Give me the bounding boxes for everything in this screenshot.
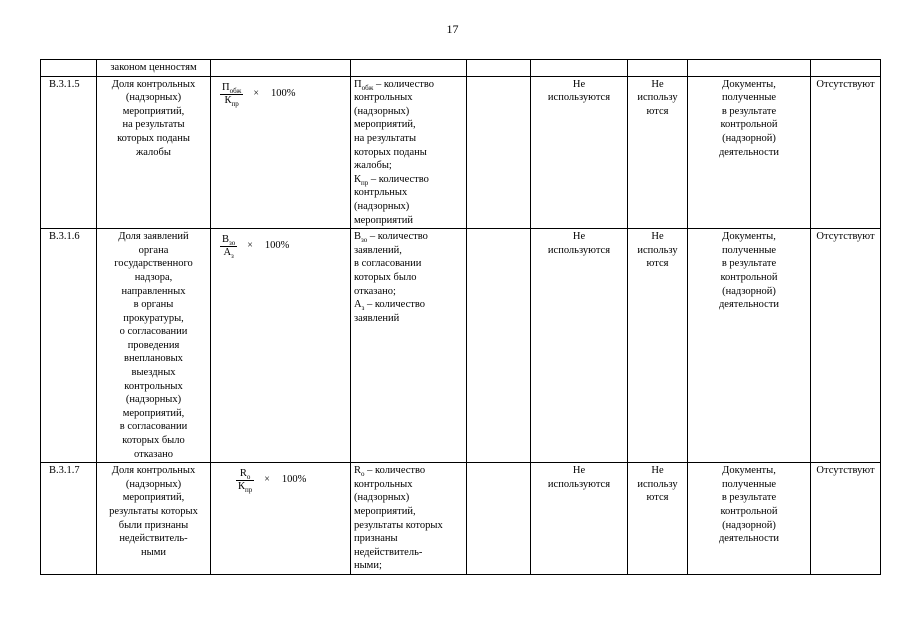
legend-text: – количество контрольных (надзорных) мероприятий, результаты которых признаны недействитель- ными; xyxy=(354,465,443,572)
source-documents: Документы, полученные в результате контрольной (надзорной) деятельности xyxy=(688,229,811,463)
legend-entry xyxy=(354,230,463,298)
formula-fraction xyxy=(236,468,254,493)
denominator-subscript: пр xyxy=(245,486,253,495)
absence-cell: Отсутствуют xyxy=(811,463,881,575)
empty-cell xyxy=(467,76,531,229)
legend-subscript: пр xyxy=(361,178,369,187)
status-cell-narrow: Не использу ются xyxy=(628,76,688,229)
indicator-name: Доля контрольных (надзорных) мероприятий, результаты которых были признаны недействитель- ными xyxy=(97,463,211,575)
formula-legend xyxy=(351,76,467,229)
formula-cell xyxy=(211,229,351,463)
table-row xyxy=(41,76,881,229)
source-documents: Документы, полученные в результате контрольной (надзорной) деятельности xyxy=(688,463,811,575)
status-cell-narrow: Не использу ются xyxy=(628,463,688,575)
numerator-subscript: обж xyxy=(229,86,242,95)
formula-cell xyxy=(211,76,351,229)
indicator-name: Доля контрольных (надзорных) мероприятий, на результаты которых поданы жалобы xyxy=(97,76,211,229)
legend-entry xyxy=(354,464,463,573)
legend-text: – количество контрольных (надзорных) мероприятий, на результаты которых поданы жалобы; xyxy=(354,78,434,172)
numerator-symbol: В xyxy=(222,234,230,246)
percent-factor: 100% xyxy=(281,474,307,486)
denominator-symbol: А xyxy=(223,247,232,259)
legend-text: – количество контрльных (надзорных) мероприятий xyxy=(354,173,429,226)
indicator-table xyxy=(40,59,881,575)
status-cell: Не используются xyxy=(531,76,628,229)
numerator-subscript: зо xyxy=(229,239,236,248)
empty-cell xyxy=(467,229,531,463)
absence-cell: Отсутствуют xyxy=(811,76,881,229)
legend-symbol: П xyxy=(354,78,362,90)
formula-legend xyxy=(351,229,467,463)
formula-legend xyxy=(351,463,467,575)
formula-cell xyxy=(211,463,351,575)
numerator-subscript: о xyxy=(246,473,251,482)
indicator-name: Доля заявлений органа государственного надзора, направленных в органы прокуратуры, о согласовании проведения внеплановых выездных контрольных (надзорных) мероприятий, в согласовании которых было отказано xyxy=(97,229,211,463)
status-cell: Не используются xyxy=(531,463,628,575)
denominator-symbol: К xyxy=(238,481,246,493)
formula-denominator xyxy=(236,481,254,493)
formula-fraction xyxy=(220,234,237,259)
legend-subscript: о xyxy=(361,470,365,479)
formula xyxy=(214,78,347,110)
multiply-sign: × xyxy=(247,240,253,252)
legend-symbol: R xyxy=(354,465,362,477)
indicator-code: В.3.1.5 xyxy=(41,76,97,229)
numerator-symbol: R xyxy=(239,468,247,480)
status-cell-narrow: Не использу ются xyxy=(628,229,688,463)
formula-numerator xyxy=(220,234,237,247)
formula-denominator xyxy=(220,95,243,107)
legend-symbol: В xyxy=(354,231,362,243)
table-row xyxy=(41,229,881,463)
indicator-cell: законом ценностям xyxy=(97,60,211,77)
legend-subscript: обж xyxy=(361,83,374,92)
table-row xyxy=(41,463,881,575)
percent-factor: 100% xyxy=(264,240,290,252)
absence-cell: Отсутствуют xyxy=(811,229,881,463)
legend-entry xyxy=(354,298,463,325)
percent-factor: 100% xyxy=(270,87,296,99)
legend-symbol: А xyxy=(354,299,362,311)
status-cell: Не используются xyxy=(531,229,628,463)
legend-entry xyxy=(354,173,463,227)
multiply-sign: × xyxy=(264,474,270,486)
denominator-subscript: з xyxy=(231,252,234,261)
source-documents: Документы, полученные в результате контрольной (надзорной) деятельности xyxy=(688,76,811,229)
page-number: 17 xyxy=(446,22,459,36)
empty-cell xyxy=(467,463,531,575)
legend-subscript: з xyxy=(361,304,365,313)
indicator-code: В.3.1.7 xyxy=(41,463,97,575)
formula-denominator xyxy=(220,247,237,259)
legend-text: – количество заявлений, в согласовании которых было отказано; xyxy=(354,231,428,297)
legend-symbol: К xyxy=(354,173,362,185)
legend-text: – количество заявлений xyxy=(354,299,425,324)
denominator-subscript: пр xyxy=(231,99,239,108)
indicator-code: В.3.1.6 xyxy=(41,229,97,463)
formula xyxy=(214,230,347,262)
formula-fraction xyxy=(220,82,243,107)
formula-numerator xyxy=(236,468,254,481)
denominator-symbol: К xyxy=(224,94,232,106)
table-row-carry-over xyxy=(41,60,881,77)
formula xyxy=(214,464,347,496)
multiply-sign: × xyxy=(253,87,259,99)
formula-numerator xyxy=(220,82,243,95)
legend-entry xyxy=(354,78,463,173)
legend-subscript: зо xyxy=(361,236,368,245)
numerator-symbol: П xyxy=(222,81,230,93)
